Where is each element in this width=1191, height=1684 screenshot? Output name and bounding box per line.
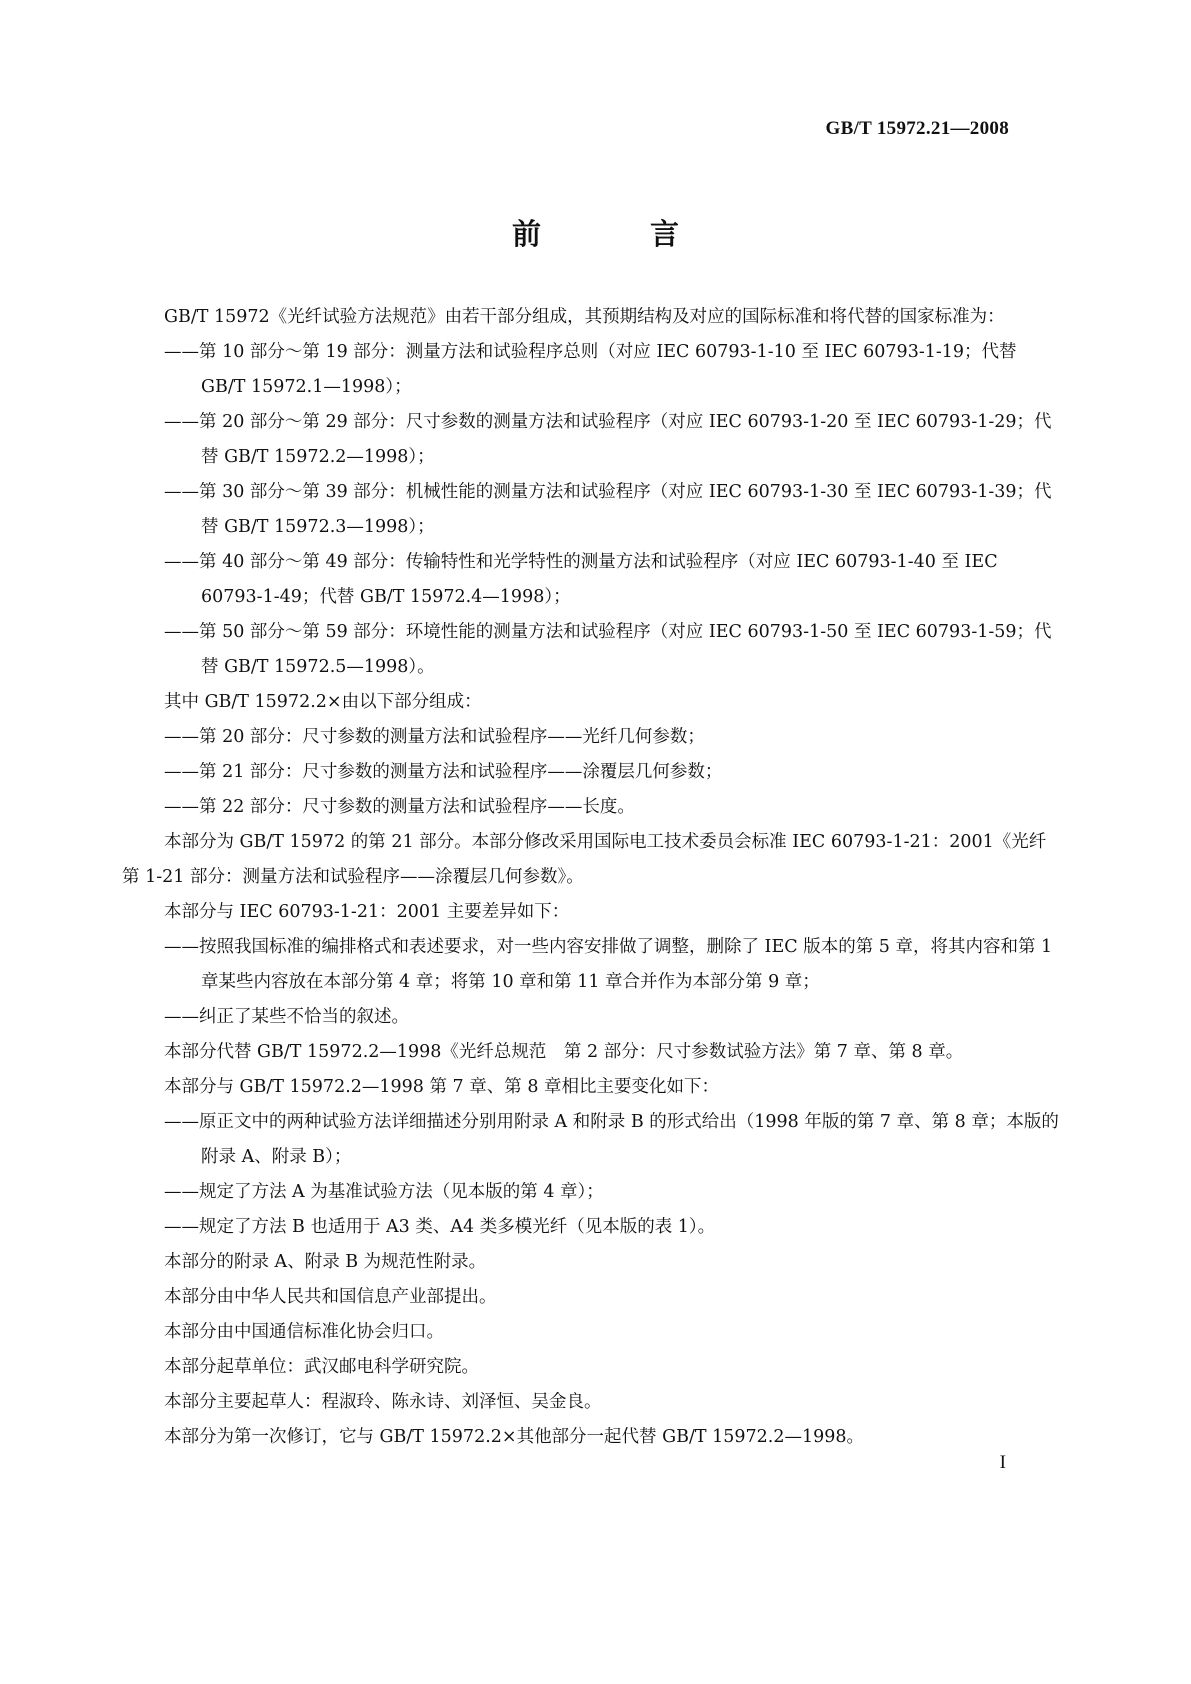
paragraph: 本部分为 GB/T 15972 的第 21 部分。本部分修改采用国际电工技术委员会标准 IEC 60793-1-21：2001《光纤 第 1-21 部分：测量方法和试验程序——涂覆层几何参数》。 (122, 832, 1064, 887)
list-item: ——按照我国标准的编排格式和表述要求，对一些内容安排做了调整，删除了 IEC 版本的第 5 章，将其内容和第 1 章某些内容放在本部分第 4 章；将第 10 章和第 11 章合并作为本部分第 9 章； (164, 937, 1053, 992)
list-item: ——第 30 部分～第 39 部分：机械性能的测量方法和试验程序（对应 IEC 60793-1-30 至 IEC 60793-1-39；代替 GB/T 15972.3—1998）； (164, 482, 1052, 537)
paragraph: 本部分由中国通信标准化协会归口。 (164, 1322, 444, 1342)
list-item: ——规定了方法 B 也适用于 A3 类、A4 类多模光纤（见本版的表 1）。 (164, 1217, 716, 1237)
list-item: ——第 10 部分～第 19 部分：测量方法和试验程序总则（对应 IEC 60793-1-10 至 IEC 60793-1-19；代替 GB/T 15972.1—1998）； (164, 342, 1017, 397)
list-item: ——纠正了某些不恰当的叙述。 (164, 1007, 409, 1027)
list-item: ——第 40 部分～第 49 部分：传输特性和光学特性的测量方法和试验程序（对应 IEC 60793-1-40 至 IEC 60793-1-49；代替 GB/T 15972.4—1998）； (164, 552, 998, 607)
paragraph: 本部分与 IEC 60793-1-21：2001 主要差异如下： (164, 902, 570, 922)
paragraph: GB/T 15972《光纤试验方法规范》由若干部分组成，其预期结构及对应的国际标准和将代替的国家标准为： (164, 307, 1005, 327)
page-number: I (999, 1452, 1006, 1473)
paragraph: 本部分与 GB/T 15972.2—1998 第 7 章、第 8 章相比主要变化如下： (164, 1077, 720, 1097)
paragraph: 本部分的附录 A、附录 B 为规范性附录。 (164, 1252, 487, 1272)
list-item: ——第 22 部分：尺寸参数的测量方法和试验程序——长度。 (164, 797, 635, 817)
paragraph: 本部分由中华人民共和国信息产业部提出。 (164, 1287, 497, 1307)
list-item: ——第 50 部分～第 59 部分：环境性能的测量方法和试验程序（对应 IEC 60793-1-50 至 IEC 60793-1-59；代替 GB/T 15972.5—1998）。 (164, 622, 1052, 677)
list-item: ——原正文中的两种试验方法详细描述分别用附录 A 和附录 B 的形式给出（1998 年版的第 7 章、第 8 章；本版的附录 A、附录 B）； (164, 1112, 1059, 1167)
paragraph: 本部分代替 GB/T 15972.2—1998《光纤总规范 第 2 部分：尺寸参数试验方法》第 7 章、第 8 章。 (164, 1042, 964, 1062)
paragraph: 本部分起草单位：武汉邮电科学研究院。 (164, 1357, 479, 1377)
paragraph: 其中 GB/T 15972.2×由以下部分组成： (164, 692, 482, 712)
paragraph: 本部分为第一次修订，它与 GB/T 15972.2×其他部分一起代替 GB/T 15972.2—1998。 (164, 1427, 864, 1447)
list-item: ——第 20 部分～第 29 部分：尺寸参数的测量方法和试验程序（对应 IEC 60793-1-20 至 IEC 60793-1-29；代替 GB/T 15972.2—1998）； (164, 412, 1052, 467)
paragraph: 本部分主要起草人：程淑玲、陈永诗、刘泽恒、吴金良。 (164, 1392, 602, 1412)
standard-code: GB/T 15972.21—2008 (825, 118, 1009, 139)
list-item: ——第 20 部分：尺寸参数的测量方法和试验程序——光纤几何参数； (164, 727, 705, 747)
foreword-body (122, 300, 1063, 1455)
list-item: ——规定了方法 A 为基准试验方法（见本版的第 4 章）； (164, 1182, 604, 1202)
page-title: 前 言 (511, 217, 719, 251)
list-item: ——第 21 部分：尺寸参数的测量方法和试验程序——涂覆层几何参数； (164, 762, 723, 782)
